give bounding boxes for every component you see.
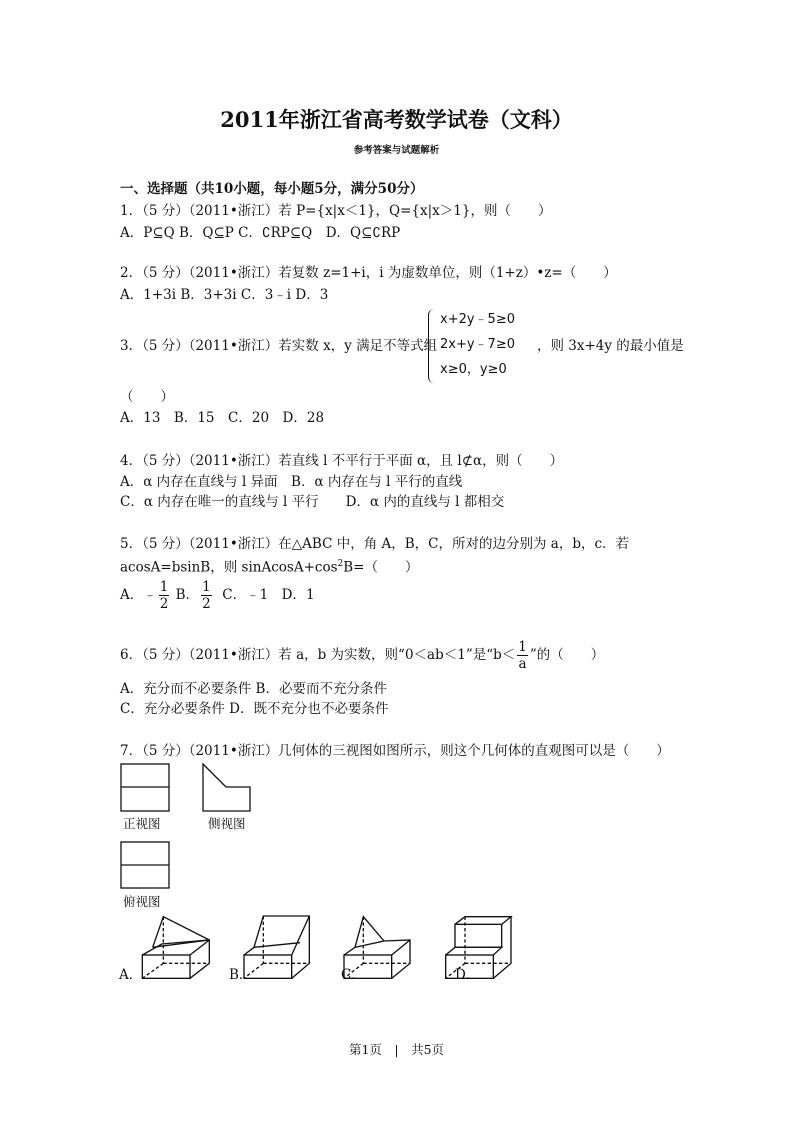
question-3-options: A．13 B．15 C．20 D．28 — [120, 410, 325, 426]
question-5-stem-line1: 5．（5 分）（2011•浙江）在△ABC 中，角 A，B，C，所对的边分别为 a，b，c．若 — [120, 536, 630, 552]
inequality-1: x+2y﹣5≥0 — [440, 312, 515, 327]
question-4-stem: 4．（5 分）（2011•浙江）若直线 l 不平行于平面 α，且 l⊄α，则（ ） — [120, 453, 564, 469]
choice-label-a: A． — [119, 967, 143, 983]
numerator: 1 — [159, 579, 169, 595]
question-3-blank: （ ） — [120, 389, 174, 405]
denominator: a — [518, 656, 527, 672]
top-view-label: 俯视图 — [123, 894, 161, 909]
inequality-2: 2x+y﹣7≥0 — [440, 337, 515, 352]
page-subtitle: 参考答案与试题解析 — [353, 145, 440, 156]
solid-a — [142, 917, 209, 979]
denominator: 2 — [159, 596, 169, 612]
question-7-stem: 7．（5 分）（2011•浙江）几何体的三视图如图所示，则这个几何体的直观图可以是（ ） — [120, 743, 670, 759]
q5-line2-b: B=（ ） — [343, 559, 419, 576]
front-view-label: 正视图 — [123, 816, 161, 831]
q5-option-b: B． — [175, 587, 200, 603]
q6-stem-b: ”的（ ） — [529, 647, 605, 663]
question-1-options: A．P⊆Q B．Q⊆P C．∁RP⊆Q D．Q⊆∁RP — [120, 225, 401, 241]
question-3-stem-end: ，则 3x+4y 的最小值是 — [537, 338, 684, 354]
choice-label-c: C． — [341, 967, 365, 983]
question-6-options-ab: A．充分而不必要条件 B．必要而不充分条件 — [120, 681, 387, 697]
q6-stem-a: 6．（5 分）（2011•浙江）若 a，b 为实数，则“0＜ab＜1”是“b＜ — [120, 647, 516, 663]
question-1-stem: 1．（5 分）（2011•浙江）若 P={x|x＜1}，Q={x|x＞1}，则（ ） — [120, 203, 552, 219]
q5-superscript: 2 — [337, 559, 344, 569]
question-2-stem: 2．（5 分）（2011•浙江）若复数 z=1+i，i 为虚数单位，则（1+z）•z=（ ） — [120, 265, 617, 281]
side-view-label: 侧视图 — [208, 816, 246, 831]
q5-line2-a: acosA=bsinB，则 sinAcosA+cos — [120, 559, 338, 576]
question-4-options-cd: C．α 内存在唯一的直线与 l 平行 D．α 内的直线与 l 都相交 — [120, 494, 505, 510]
denominator: 2 — [202, 596, 211, 612]
section-heading: 一、选择题（共10小题，每小题5分，满分50分） — [120, 181, 424, 197]
question-4-options-ab: A．α 内存在直线与 l 异面 B．α 内存在与 l 平行的直线 — [120, 474, 463, 490]
page-title: 2011年浙江省高考数学试卷（文科） — [220, 107, 573, 132]
choice-label-d: D． — [455, 967, 480, 983]
q5-option-cd: C．﹣1 D．1 — [222, 587, 315, 603]
question-6-options-cd: C．充分必要条件 D．既不充分也不必要条件 — [120, 701, 389, 717]
page-footer: 第1页 | 共5页 — [348, 1042, 445, 1057]
inequality-3: x≥0，y≥0 — [440, 362, 507, 377]
choice-label-b: B． — [229, 967, 253, 983]
numerator: 1 — [202, 579, 211, 595]
question-2-options: A．1+3i B．3+3i C．3﹣i D．3 — [120, 287, 329, 303]
question-3-stem: 3．（5 分）（2011•浙江）若实数 x，y 满足不等式组 — [120, 338, 438, 354]
numerator: 1 — [518, 639, 527, 655]
solid-choices — [110, 740, 690, 990]
solid-b — [244, 916, 309, 978]
q5-option-a: A．﹣ — [120, 587, 157, 603]
